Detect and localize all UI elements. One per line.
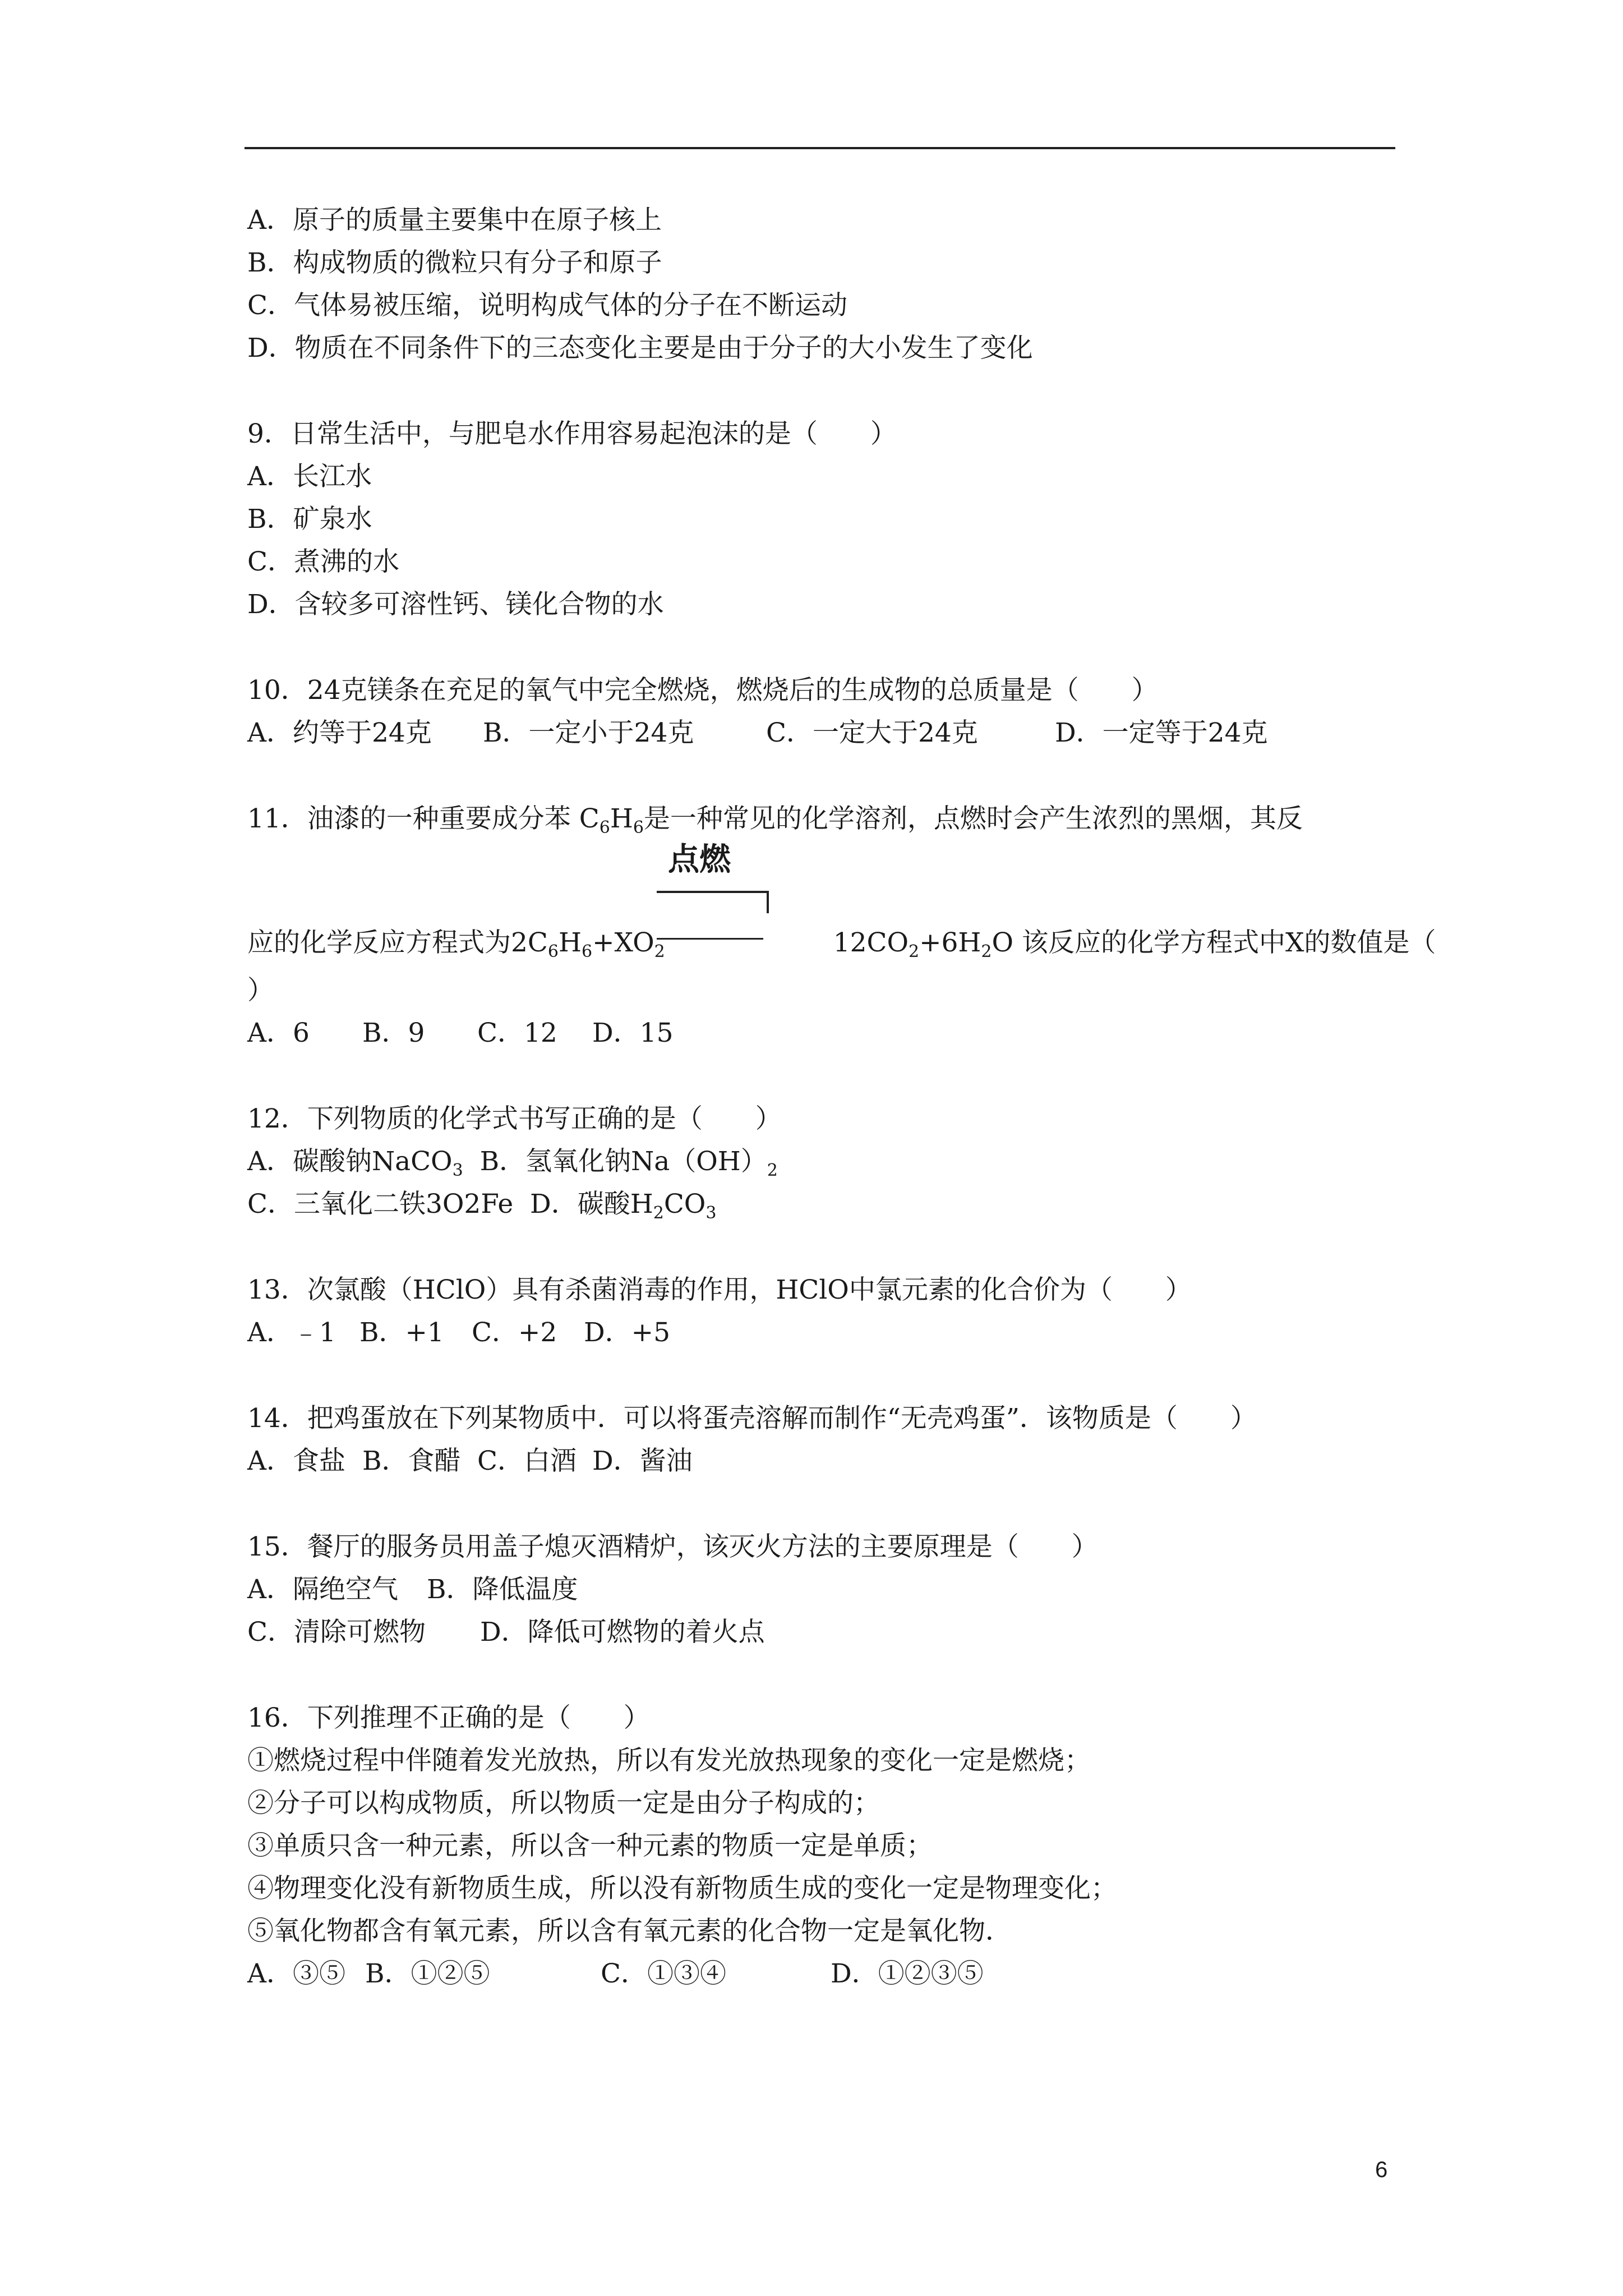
condition-bracket [657,891,769,913]
question-stem: 9．日常生活中，与肥皂水作用容易起泡沫的是（ ） [247,418,897,449]
question-16 [247,1697,1397,1995]
option-d: D．物质在不同条件下的三态变化主要是由于分子的大小发生了变化 [247,333,1033,364]
option-a: A．③⑤ [247,1958,345,1989]
options-row [247,1312,1397,1354]
options-row [247,1183,1397,1226]
option-b: B．9 [362,1018,425,1048]
options-row [247,1568,1397,1611]
option-d: D．①②③⑤ [831,1958,984,1989]
option-c: C．一定大于24克 [766,717,978,748]
header-rule [245,147,1395,149]
question-stem-close: ） [247,975,274,1006]
option-b: B．降低温度 [427,1574,578,1605]
option-a: A．﹣1 [247,1317,336,1348]
option-d: D．含较多可溶性钙、镁化合物的水 [247,589,664,620]
question-stem: 16．下列推理不正确的是（ ） [247,1703,650,1733]
option-a: A．食盐 [247,1446,345,1476]
option-b: B．构成物质的微粒只有分子和原子 [247,247,662,278]
option-b: B．+1 [359,1317,444,1348]
statement-2: ②分子可以构成物质，所以物质一定是由分子构成的； [247,1788,880,1819]
option-a: A．6 [247,1018,310,1048]
option-b: B．①②⑤ [365,1958,490,1989]
options-row [247,1440,1397,1483]
question-10 [247,669,1397,754]
question-11 [247,798,1436,1055]
option-b: B．食醋 [362,1446,461,1476]
question-9 [247,413,1397,626]
question-12 [247,1098,1397,1226]
option-d: D．降低可燃物的着火点 [480,1617,765,1648]
question-stem: 10．24克镁条在充足的氧气中完全燃烧，燃烧后的生成物的总质量是（ ） [247,675,1158,706]
question-14 [247,1397,1397,1483]
option-a: A．长江水 [247,461,372,492]
option-b: B．氢氧化钠$Na(OH)_2$ [479,1146,778,1180]
statement-1: ①燃烧过程中伴随着发光放热，所以有发光放热现象的变化一定是燃烧； [247,1745,1091,1776]
option-d: D．碳酸$H_2CO_3$ [530,1189,717,1223]
option-c: C．①③④ [601,1958,726,1989]
option-a: A．隔绝空气 [247,1574,398,1605]
option-c: C．三氧化二铁3O2Fe [247,1189,514,1220]
question-8-options [247,199,1397,370]
options-row [247,1611,1397,1654]
option-d: D．一定等于24克 [1055,717,1268,748]
options-row [247,1953,1397,1995]
option-a: A．约等于24克 [247,717,432,748]
option-b: B．矿泉水 [247,504,372,535]
document-body [247,199,1436,1995]
question-stem: 12．下列物质的化学式书写正确的是（ ） [247,1103,782,1134]
statement-4: ④物理变化没有新物质生成，所以没有新物质生成的变化一定是物理变化； [247,1873,1117,1904]
question-15 [247,1526,1397,1654]
reaction-condition: 点燃 [668,841,731,878]
statement-3: ③单质只含一种元素，所以含一种元素的物质一定是单质； [247,1830,933,1861]
page-number: 6 [1375,2157,1388,2182]
option-d: D．酱油 [592,1446,693,1476]
option-a: A．原子的质量主要集中在原子核上 [247,205,662,236]
option-a: A．碳酸钠NaCO$_3$ [247,1146,463,1180]
question-13 [247,1269,1397,1354]
statement-5: ⑤氧化物都含有氧元素，所以含有氧元素的化合物一定是氧化物． [247,1916,1012,1947]
option-d: D．+5 [584,1317,670,1348]
chemical-equation [247,840,1436,969]
option-b: B．一定小于24克 [483,717,694,748]
options-row [247,1012,1397,1055]
equation-line: 应的化学反应方程式为$2C_6H_6+XO_2$ $12CO_2+6H_2O$ 该反应的化学方程式中X的数值是（ [247,927,1436,961]
option-d: D．15 [592,1018,674,1048]
question-stem: 11．油漆的一种重要成分苯 $C_6H_6$是一种常见的化学溶剂，点燃时会产生浓烈的黑烟，其反 [247,803,1303,838]
option-c: C．清除可燃物 [247,1617,426,1648]
options-row [247,1140,1397,1183]
question-stem: 13．次氯酸（HClO）具有杀菌消毒的作用，HClO中氯元素的化合价为（ ） [247,1274,1192,1305]
option-c: C．气体易被压缩，说明构成气体的分子在不断运动 [247,290,847,321]
option-c: C．+2 [472,1317,557,1348]
option-c: C．白酒 [477,1446,577,1476]
question-stem: 15．餐厅的服务员用盖子熄灭酒精炉，该灭火方法的主要原理是（ ） [247,1531,1098,1562]
option-c: C．煮沸的水 [247,546,399,577]
option-c: C．12 [477,1018,557,1048]
question-stem: 14．把鸡蛋放在下列某物质中．可以将蛋壳溶解而制作“无壳鸡蛋”．该物质是（ ） [247,1403,1257,1434]
options-row [247,712,1397,754]
